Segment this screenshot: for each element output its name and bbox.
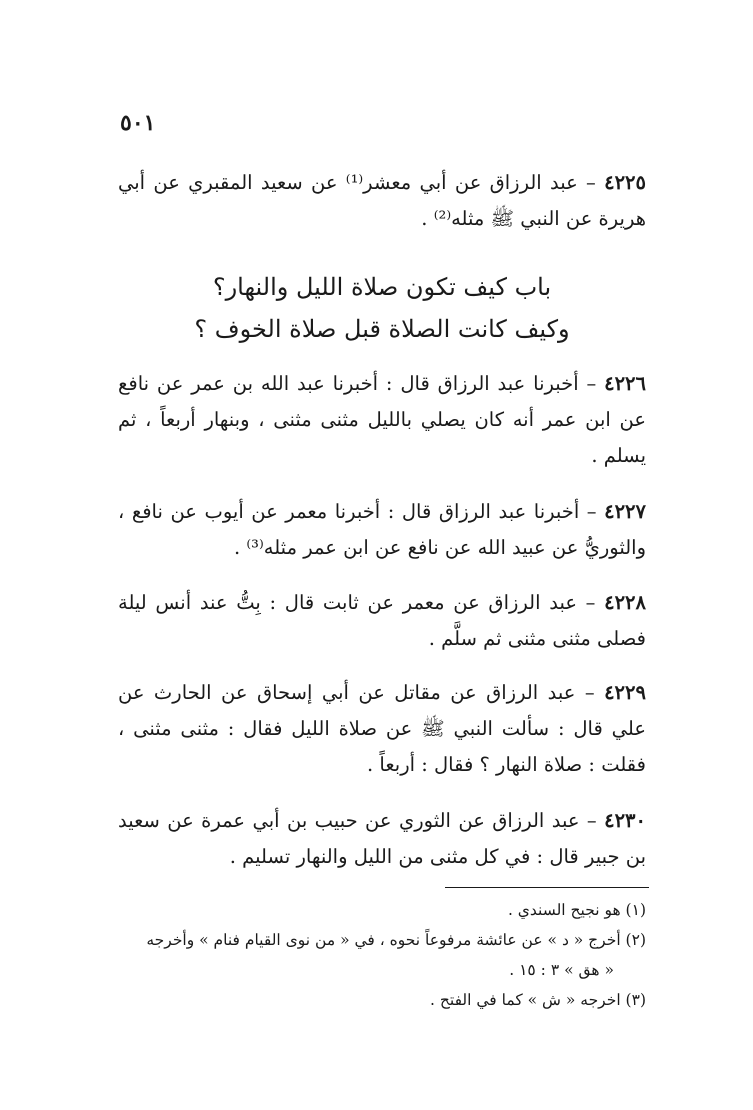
- footnote-2-line-1: (٢) أخرج « د » عن عائشة مرفوعاً نحوه ، في « من نوى القيام فنام » وأخرجه: [146, 931, 646, 949]
- chapter-title: [118, 266, 646, 350]
- hadith-text: – عبد الرزاق عن أبي معشر⁽¹⁾ عن سعيد المقبري عن أبي هريرة عن النبي ﷺ مثله⁽²⁾ .: [118, 171, 646, 230]
- hadith-text: – أخبرنا عبد الرزاق قال : أخبرنا عبد الله بن عمر عن نافع عن ابن عمر أنه كان يصلي بالليل مثنى مثنى ، وبنهار أربعاً ، ثم يسلم .: [118, 372, 646, 467]
- hadith-number: ٤٢٢٥: [604, 171, 646, 194]
- chapter-title-line-2: وكيف كانت الصلاة قبل صلاة الخوف ؟: [194, 315, 570, 343]
- hadith-text: – عبد الرزاق عن معمر عن ثابت قال : بِتُّ عند أنس ليلة فصلى مثنى مثنى ثم سلَّم .: [118, 591, 646, 650]
- footnote-3: (٣) اخرجه « ش » كما في الفتح .: [430, 991, 646, 1009]
- hadith-text: – عبد الرزاق عن مقاتل عن أبي إسحاق عن الحارث عن علي قال : سألت النبي ﷺ عن صلاة الليل فقال : مثنى مثنى ، فقلت : صلاة النهار ؟ فقال : أربعاً .: [118, 681, 646, 776]
- hadith-text: – أخبرنا عبد الرزاق قال : أخبرنا معمر عن أيوب عن نافع ، والثوريُّ عن عبيد الله عن نافع عن ابن عمر مثله⁽³⁾ .: [118, 500, 646, 559]
- hadith-number: ٤٢٢٨: [604, 591, 647, 614]
- chapter-title-line-1: باب كيف تكون صلاة الليل والنهار؟: [212, 273, 552, 301]
- hadith-number: ٤٢٢٩: [604, 681, 646, 704]
- hadith-number: ٤٢٣٠: [604, 809, 647, 832]
- hadith-4228: [118, 585, 646, 657]
- hadith-number: ٤٢٢٧: [604, 500, 646, 523]
- hadith-4230: [118, 803, 646, 875]
- hadith-4229: [118, 675, 646, 783]
- footnote-1: (١) هو نجيح السندي .: [507, 901, 646, 919]
- hadith-text: – عبد الرزاق عن الثوري عن حبيب بن أبي عمرة عن سعيد بن جبير قال : في كل مثنى من الليل والنهار تسليم .: [118, 809, 646, 868]
- footnote-2-line-2: « هق » ٣ : ١٥ .: [509, 961, 614, 979]
- footnote-divider: [445, 887, 649, 888]
- hadith-4225: [118, 165, 646, 237]
- hadith-number: ٤٢٢٦: [604, 372, 647, 395]
- hadith-4226: [118, 366, 646, 474]
- footnotes: [118, 895, 646, 1015]
- page-number: ٥٠١: [120, 110, 156, 136]
- hadith-4227: [118, 494, 646, 566]
